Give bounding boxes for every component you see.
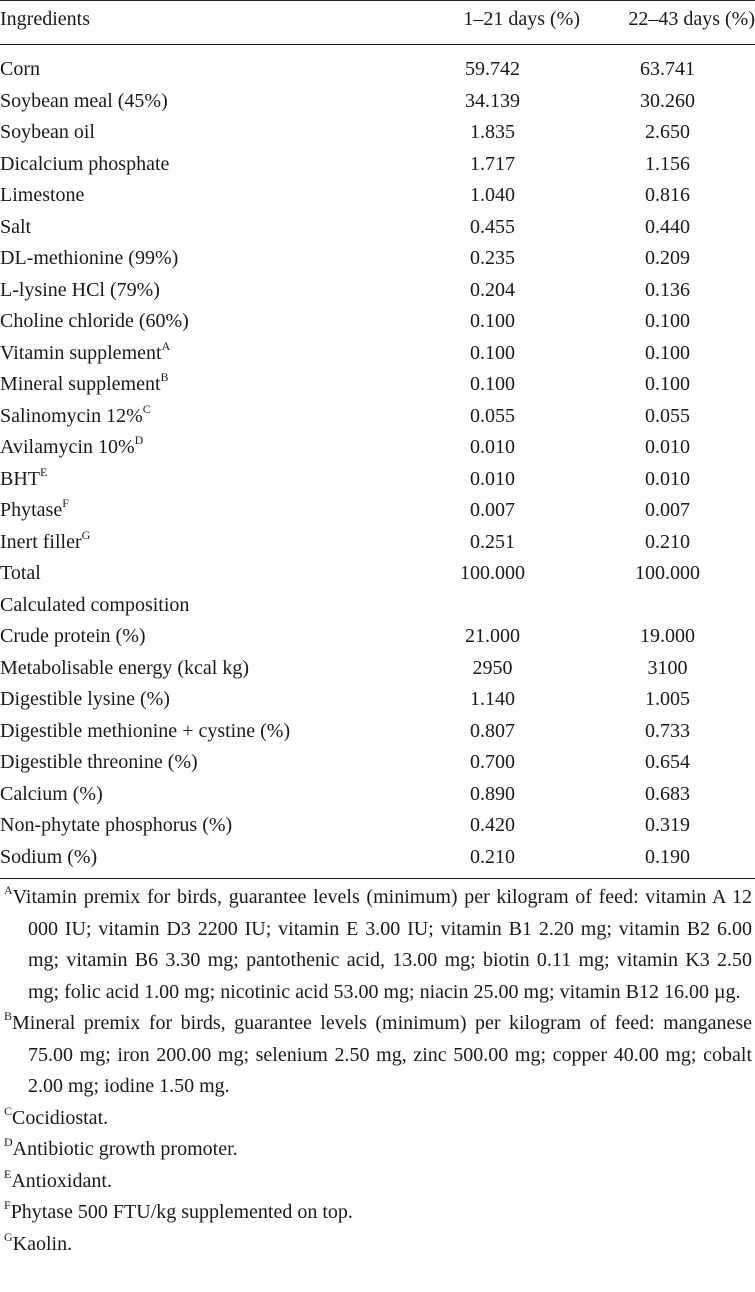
table-row — [0, 810, 755, 842]
ingredient-cell — [0, 432, 405, 464]
ingredient-label: Soybean oil — [0, 121, 95, 143]
table-row — [0, 338, 755, 370]
header-row — [0, 4, 755, 36]
table-row — [0, 180, 755, 212]
ingredient-label: Choline chloride (60%) — [0, 310, 189, 332]
value-22-43-days: 0.010 — [645, 467, 690, 490]
value-1-21-days: 0.100 — [470, 341, 515, 364]
value-1-21-days: 0.010 — [470, 467, 515, 490]
ingredient-label: DL-methionine (99%) — [0, 247, 179, 269]
ingredient-cell — [0, 275, 405, 307]
value-22-43-days — [580, 590, 755, 622]
value-1-21-days: 0.010 — [470, 436, 515, 458]
table-row — [0, 495, 755, 527]
value-1-21-days: 0.420 — [470, 814, 515, 836]
table-row — [0, 716, 755, 748]
footnotes — [4, 882, 752, 1260]
value-1-21-days: 1.140 — [470, 688, 515, 710]
value-1-21-days: 34.139 — [465, 89, 520, 112]
header-rule — [0, 44, 755, 45]
value-22-43-days: 0.100 — [645, 341, 690, 364]
footnote-mark: G — [4, 1229, 13, 1244]
value-1-21-days: 0.007 — [470, 499, 515, 521]
table-row — [0, 621, 755, 653]
footnote-text: Cocidiostat. — [12, 1106, 109, 1129]
ingredient-cell — [0, 86, 405, 118]
value-1-21-days: 1.835 — [470, 121, 515, 143]
ingredient-label: Total — [0, 562, 41, 584]
value-22-43-days: 0.010 — [645, 436, 690, 458]
table-row — [0, 747, 755, 779]
ingredient-label: Inert filler — [0, 530, 82, 553]
value-1-21-days: 0.210 — [470, 845, 515, 868]
ingredient-cell — [0, 401, 405, 433]
value-1-21-days: 0.890 — [470, 782, 515, 805]
ingredient-cell — [0, 590, 405, 622]
value-22-43-days: 0.683 — [645, 782, 690, 805]
value-1-21-days: 0.807 — [470, 719, 515, 742]
value-22-43-days: 0.190 — [645, 845, 690, 868]
value-22-43-days: 19.000 — [640, 625, 695, 647]
ingredient-cell — [0, 180, 405, 212]
table-row — [0, 432, 755, 464]
footnote-text: Kaolin. — [12, 1232, 73, 1255]
value-1-21-days: 0.100 — [470, 373, 515, 395]
footnote — [4, 1197, 752, 1229]
header-period-2: 22–43 days (%) — [628, 8, 755, 30]
table-row — [0, 590, 755, 622]
footnote — [4, 1166, 752, 1198]
ingredient-label: Dicalcium phosphate — [0, 152, 170, 175]
ingredient-label: Digestible lysine (%) — [0, 688, 170, 710]
ingredient-cell — [0, 779, 405, 811]
table-row — [0, 243, 755, 275]
ingredient-cell — [0, 558, 405, 590]
value-1-21-days: 0.455 — [470, 215, 515, 238]
footnote-text: Antibiotic growth promoter. — [12, 1138, 238, 1160]
footnote — [4, 882, 752, 1008]
value-22-43-days: 0.319 — [645, 814, 690, 836]
table-row — [0, 842, 755, 874]
footnote-marker: E — [40, 464, 48, 479]
value-22-43-days: 0.733 — [645, 719, 690, 742]
footnote-text: Mineral premix for birds, guarantee levels (minimum) per kilogram of feed: manganese 75.00 mg; iron 200.00 mg; selenium 2.50 mg, zinc 500.00 mg; copper 40.00 mg; cobalt 2.00 mg; iodine 1.50 mg. — [12, 1012, 752, 1097]
footnote — [4, 1134, 752, 1166]
footnote — [4, 1229, 752, 1261]
table-row — [0, 212, 755, 244]
footnote-text: Phytase 500 FTU/kg supplemented on top. — [10, 1201, 353, 1223]
value-1-21-days: 1.717 — [470, 152, 515, 175]
value-22-43-days: 30.260 — [640, 89, 695, 112]
ingredient-cell — [0, 810, 405, 842]
ingredient-label: Avilamycin 10% — [0, 436, 135, 458]
footnote-mark: A — [4, 883, 13, 897]
ingredient-label: BHT — [0, 467, 40, 490]
value-22-43-days: 63.741 — [640, 58, 695, 80]
ingredient-cell — [0, 653, 405, 685]
value-22-43-days: 0.440 — [645, 215, 690, 238]
ingredient-label: Calculated composition — [0, 593, 190, 616]
ingredient-label: Calcium (%) — [0, 782, 103, 805]
table-row — [0, 149, 755, 181]
value-1-21-days: 59.742 — [465, 58, 520, 80]
footnote-text: Vitamin premix for birds, guarantee levels (minimum) per kilogram of feed: vitamin A 12 000 IU; vitamin D3 2200 IU; vitamin E 3.00 IU; vitamin B1 2.20 mg; vitamin B2 6.00 mg; vitamin B6 3.30 mg; pantothenic acid, 13.00 mg; biotin 0.11 mg; vitamin K3 2.50 mg; folic acid 1.00 mg; nicotinic acid 53.00 mg; niacin 25.00 mg; vitamin B12 16.00 µg. — [12, 886, 752, 1003]
ingredient-label: Phytase — [0, 499, 63, 521]
footnote-marker: D — [134, 433, 144, 447]
footnote-marker: G — [81, 527, 91, 542]
ingredient-cell — [0, 54, 405, 86]
ingredient-label: Metabolisable energy (kcal kg) — [0, 656, 249, 679]
footnote-marker: B — [160, 370, 169, 384]
value-22-43-days: 1.005 — [645, 688, 690, 710]
ingredient-cell — [0, 684, 405, 716]
ingredient-label: Digestible methionine + cystine (%) — [0, 719, 291, 742]
value-1-21-days: 0.100 — [470, 310, 515, 332]
footnote-marker: C — [142, 401, 151, 416]
table-row — [0, 306, 755, 338]
value-22-43-days: 0.100 — [645, 373, 690, 395]
value-1-21-days: 0.055 — [470, 404, 515, 427]
ingredient-cell — [0, 621, 405, 653]
ingredient-label: Salinomycin 12% — [0, 404, 143, 427]
value-22-43-days: 0.209 — [645, 247, 690, 269]
ingredient-cell — [0, 369, 405, 401]
table-header — [0, 4, 755, 36]
footnote — [4, 1008, 752, 1103]
ingredient-label: Non-phytate phosphorus (%) — [0, 814, 233, 836]
value-22-43-days: 0.100 — [645, 310, 690, 332]
table-row — [0, 684, 755, 716]
table-row — [0, 54, 755, 86]
top-rule — [0, 0, 755, 1]
ingredient-cell — [0, 464, 405, 496]
value-22-43-days: 0.136 — [645, 278, 690, 301]
ingredient-label: Salt — [0, 215, 32, 238]
table-row — [0, 464, 755, 496]
ingredient-label: Vitamin supplement — [0, 341, 162, 364]
value-22-43-days: 0.210 — [645, 530, 690, 553]
value-1-21-days — [405, 590, 580, 622]
bottom-rule — [0, 878, 755, 879]
footnote — [4, 1103, 752, 1135]
diet-composition-table — [0, 54, 755, 873]
header-period-1: 1–21 days (%) — [463, 8, 580, 30]
value-22-43-days: 3100 — [647, 656, 688, 679]
footnote-marker: A — [161, 338, 171, 353]
footnote-mark: F — [4, 1198, 11, 1212]
value-1-21-days: 1.040 — [470, 184, 515, 206]
value-22-43-days: 1.156 — [645, 152, 690, 175]
footnote-mark: B — [4, 1009, 13, 1023]
value-22-43-days: 100.000 — [635, 562, 700, 584]
table-row — [0, 779, 755, 811]
value-1-21-days: 2950 — [472, 656, 513, 679]
ingredient-cell — [0, 149, 405, 181]
ingredient-label: Soybean meal (45%) — [0, 89, 168, 112]
footnote-text: Antioxidant. — [11, 1169, 112, 1192]
ingredient-cell — [0, 495, 405, 527]
value-22-43-days: 0.007 — [645, 499, 690, 521]
footnote-mark: C — [4, 1103, 13, 1118]
ingredient-cell — [0, 842, 405, 874]
table-row — [0, 527, 755, 559]
value-22-43-days: 2.650 — [645, 121, 690, 143]
table-row — [0, 275, 755, 307]
ingredient-label: Sodium (%) — [0, 845, 98, 868]
ingredient-cell — [0, 527, 405, 559]
table-row — [0, 401, 755, 433]
table-row — [0, 558, 755, 590]
value-22-43-days: 0.055 — [645, 404, 690, 427]
ingredient-cell — [0, 338, 405, 370]
table-row — [0, 369, 755, 401]
value-1-21-days: 0.700 — [470, 751, 515, 773]
footnote-mark: D — [4, 1135, 13, 1149]
value-1-21-days: 0.251 — [470, 530, 515, 553]
ingredient-cell — [0, 212, 405, 244]
footnote-mark: E — [4, 1166, 12, 1181]
table-row — [0, 86, 755, 118]
ingredient-label: Crude protein (%) — [0, 625, 146, 647]
ingredient-label: Limestone — [0, 184, 85, 206]
ingredient-cell — [0, 306, 405, 338]
value-1-21-days: 100.000 — [460, 562, 525, 584]
value-1-21-days: 21.000 — [465, 625, 520, 647]
ingredient-label: L-lysine HCl (79%) — [0, 278, 160, 301]
ingredient-label: Mineral supplement — [0, 373, 161, 395]
table-row — [0, 653, 755, 685]
ingredient-cell — [0, 716, 405, 748]
value-1-21-days: 0.235 — [470, 247, 515, 269]
ingredient-label: Digestible threonine (%) — [0, 751, 198, 773]
ingredient-cell — [0, 117, 405, 149]
value-1-21-days: 0.204 — [470, 278, 515, 301]
header-ingredients: Ingredients — [0, 8, 90, 30]
ingredient-cell — [0, 747, 405, 779]
value-22-43-days: 0.816 — [645, 184, 690, 206]
value-22-43-days: 0.654 — [645, 751, 690, 773]
table-row — [0, 117, 755, 149]
footnote-marker: F — [62, 496, 69, 510]
ingredient-cell — [0, 243, 405, 275]
ingredient-label: Corn — [0, 58, 40, 80]
